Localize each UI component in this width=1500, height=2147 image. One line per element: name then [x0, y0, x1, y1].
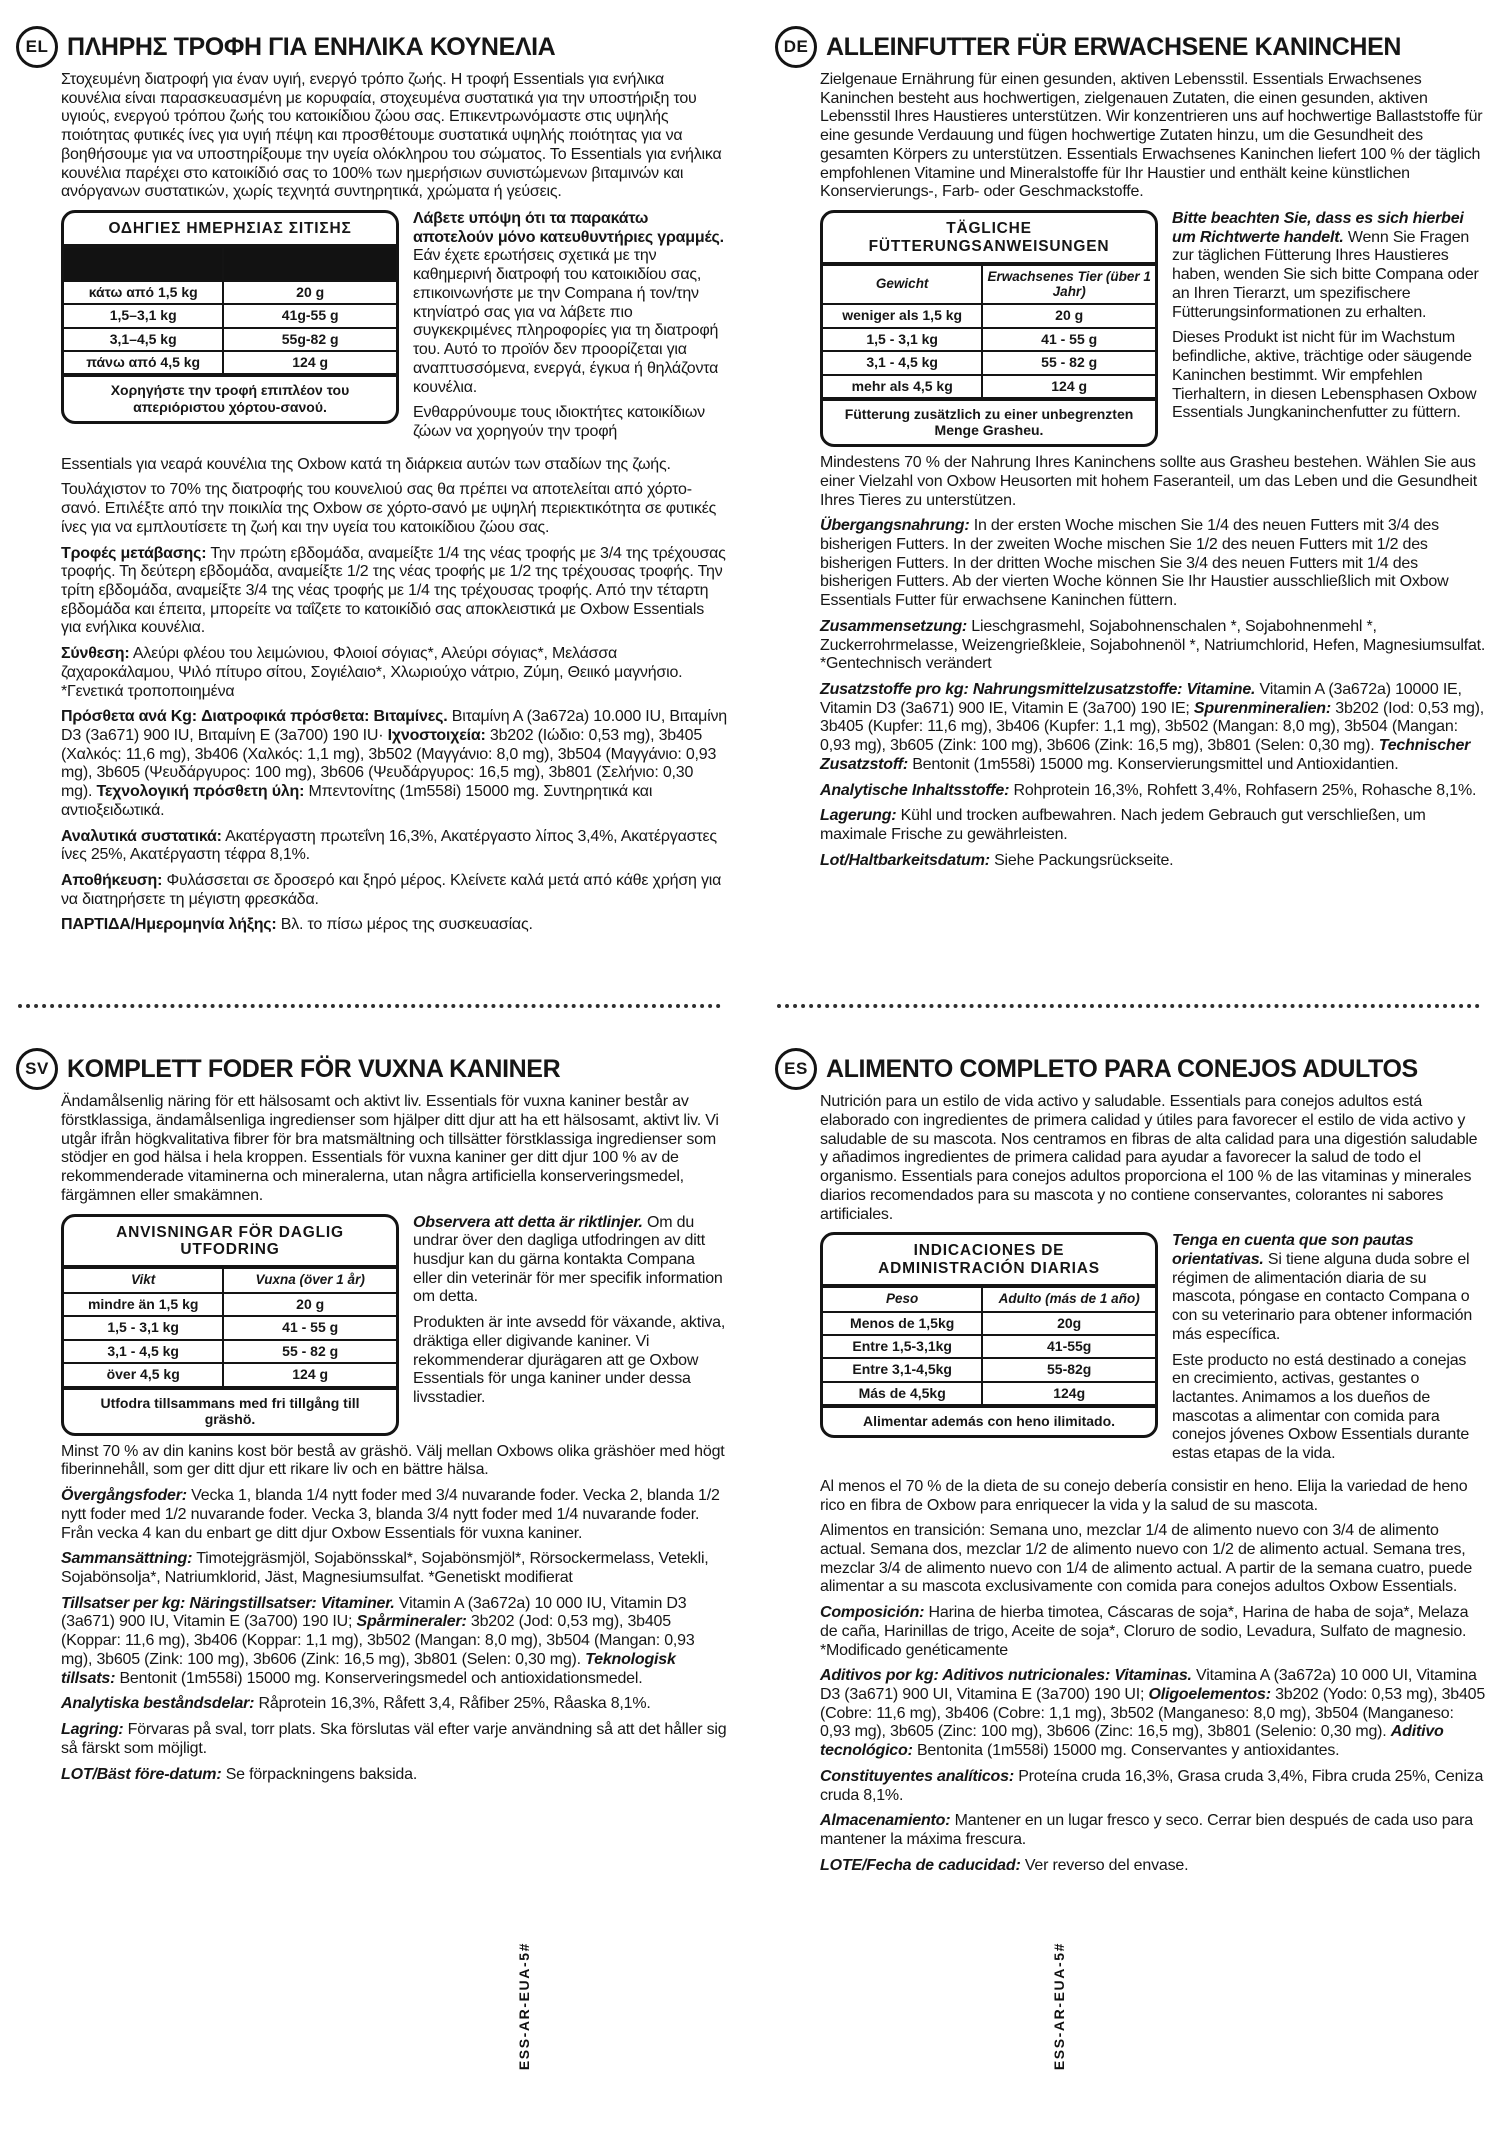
amount-cell: 55g-82 g [223, 328, 396, 351]
paragraph [61, 1487, 727, 1543]
feeding-row [823, 1358, 1155, 1381]
feeding-table-title: TÄGLICHE FÜTTERUNGSANWEISUNGEN [823, 213, 1155, 264]
feeding-row [64, 351, 396, 374]
text-run: Bentonit (1m558i) 15000 mg. Konserveringsmedel och antioxidationsmedel. [115, 1669, 643, 1687]
feeding-table-note: Fütterung zusätzlich zu einer unbegrenzten Menge Grasheu. [823, 399, 1155, 444]
text-run: Technischer Zusatzstoff: [820, 737, 1471, 773]
text-run: Vitamina A (3a672a) 10 000 UI, Vitamina D3 (3a671) 900 UI, Vitamina E (3a700) 190 UI; [820, 1667, 1477, 1704]
paragraph [61, 1695, 727, 1714]
side-code: ESS-AR-EUA-5# [1051, 1942, 1067, 2071]
feeding-table-header-row [823, 1287, 1155, 1312]
text-run: Teknologisk tillsats: [61, 1650, 676, 1687]
text-run: Πρόσθετα ανά Κg: Διατροφικά πρόσθετα: Βιταμίνες. [61, 708, 448, 726]
section-es [775, 1048, 1486, 1882]
paragraph [820, 1857, 1486, 1876]
text-run: In der ersten Woche mischen Sie 1/4 des neuen Futters mit 3/4 des bisherigen Futters. In der zweiten Woche mischen Sie 1/2 des neuen Futters mit 1/2 des bisherigen Futters. In der dritten Woche mischen Sie 3/4 des neuen Futters mit 1/4 des bisherigen Futters. Ab der vierten Woche können Sie Ihr Haustier ausschließlich mit Oxbow Essentials Futter für erwachsene Kaninchen füttern. [820, 517, 1449, 610]
paragraph [413, 210, 727, 397]
paragraph [820, 1604, 1486, 1660]
text-run: Τουλάχιστον το 70% της διατροφής του κουνελιού σας θα πρέπει να αποτελείται από χόρτο-σανό. Επιλέξτε από την ποικιλία της Oxbow σε χόρτο-σανό με υψηλή περιεκτικότητα σε φυτικές ίνες για να εμπλουτίσετε τη ζωή και την υγεία του κατοικίδιου ζώου σας. [61, 481, 717, 536]
amount-cell: 41 - 55 g [982, 328, 1155, 351]
paragraph [413, 404, 727, 441]
section-header [16, 26, 727, 68]
section-header [775, 26, 1486, 68]
text-run: Aditivos por kg: Aditivos nutricionales: Vitaminas. [820, 1667, 1192, 1685]
text-run: Ver reverso del envase. [1020, 1856, 1189, 1874]
weight-cell: Entre 1,5-3,1kg [823, 1335, 982, 1358]
feeding-table-grid [823, 264, 1155, 399]
paragraph [820, 681, 1486, 775]
section-body [820, 71, 1486, 870]
section-de [775, 26, 1486, 942]
amount-cell: 41-55g [982, 1335, 1155, 1358]
paragraph [820, 618, 1486, 674]
text-run: Constituyentes analíticos: [820, 1767, 1014, 1785]
feeding-row [823, 351, 1155, 374]
text-run: Analytiska beståndsdelar: [61, 1695, 255, 1713]
text-run: Spårmineraler: [356, 1613, 467, 1631]
feeding-row [64, 304, 396, 327]
table-and-guidance [820, 1232, 1486, 1471]
paragraph [61, 481, 727, 537]
feeding-row [823, 1382, 1155, 1405]
feeding-row [823, 1312, 1155, 1335]
feeding-row [64, 1293, 396, 1316]
text-run: Lieschgrasmehl, Sojabohnenschalen *, Sojabohnenmehl *, Zuckerrohrmelasse, Weizengrießkleie, Sojabohnenöl *, Natriumchlorid, Hefen, Magnesiumsulfat. *Gentechnisch verändert [820, 617, 1486, 673]
text-run: LOT/Bäst före-datum: [61, 1765, 222, 1783]
weight-cell: Más de 4,5kg [823, 1382, 982, 1405]
paragraph [61, 916, 727, 935]
weight-cell: 1,5 - 3,1 kg [64, 1316, 223, 1339]
table-and-guidance [820, 210, 1486, 447]
guidance-column [1172, 1232, 1486, 1471]
text-run: Essentials για νεαρά κουνέλια της Oxbow κατά τη διάρκεια αυτών των σταδίων της ζωής. [61, 455, 671, 473]
amount-cell: 124 g [223, 1363, 396, 1386]
guidance-column [1172, 210, 1486, 430]
text-run: Lot/Haltbarkeitsdatum: [820, 851, 990, 869]
feeding-row [64, 328, 396, 351]
text-run: Λάβετε υπόψη ότι τα παρακάτω αποτελούν μόνο κατευθυντήριες γραμμές. [413, 210, 724, 246]
weight-cell: mehr als 4,5 kg [823, 375, 982, 398]
text-run: Wenn Sie Fragen zur täglichen Fütterung Ihres Haustieres haben, wenden Sie sich bitte Compana oder an Ihren Tierarzt, um spezifischere Fütterungsinformationen zu erhalten. [1172, 228, 1479, 321]
feeding-table-header-row [64, 247, 396, 281]
weight-cell: 3,1–4,5 kg [64, 328, 223, 351]
feeding-table-note: Utfodra tillsammans med fri tillgång till gräshö. [64, 1388, 396, 1433]
paragraph [61, 1595, 727, 1689]
text-run: Την πρώτη εβδομάδα, αναμείξτε 1/4 της νέας τροφής με 3/4 της τρέχουσας τροφής. Τη δεύτερη εβδομάδα, αναμείξτε 1/2 της νέας τροφής με 1/2 της τρέχουσας τροφής. Την τρίτη εβδομάδα, αναμείξτε 3/4 της νέας τροφής με 1/4 της τρέχουσας τροφής. Από την τέταρτη εβδομάδα και έπειτα, μπορείτε να ταΐζετε το κατοικίδιό σας αποκλειστικά με Oxbow Essentials για ενήλικα κουνέλια. [61, 544, 726, 637]
text-run: Minst 70 % av din kanins kost bör bestå av gräshö. Välj mellan Oxbows olika gräshöer med högt fiberinnehåll, som ger ditt djur ett rikare liv och en bättre hälsa. [61, 1442, 725, 1479]
paragraph [820, 454, 1486, 510]
section-header [16, 1048, 727, 1090]
feeding-table-title: ANVISNINGAR FÖR DAGLIG UTFODRING [64, 1217, 396, 1268]
amount-cell: 124g [982, 1382, 1155, 1405]
section-title: ALIMENTO COMPLETO PARA CONEJOS ADULTOS [826, 1054, 1418, 1083]
text-run: Bitte beachten Sie, dass es sich hierbei um Richtwerte handelt. [1172, 210, 1464, 246]
text-run: ΠΑΡΤΙΔΑ/Ημερομηνία λήξης: [61, 916, 277, 934]
paragraph [1172, 1232, 1486, 1344]
paragraph [820, 807, 1486, 844]
weight-cell: Entre 3,1-4,5kg [823, 1358, 982, 1381]
text-run: Σύνθεση: [61, 645, 130, 663]
feeding-table-note: Χορηγήστε την τροφή επιπλέον του απεριόριστου χόρτου-σανού. [64, 375, 396, 420]
text-run: Dieses Produkt ist nicht für im Wachstum befindliche, aktive, trächtige oder säugende Kaninchen bestimmt. Wir empfehlen Tierhaltern, in diesen Lebensphasen Oxbow Essentials Jungkaninchenfutter zu füttern. [1172, 329, 1477, 422]
section-header [775, 1048, 1486, 1090]
feeding-table [820, 210, 1158, 447]
text-run: Εάν έχετε ερωτήσεις σχετικά με την καθημερινή διατροφή του κατοικιδίου σας, επικοινωνήστε με την Compana ή τον/την κτηνίατρό σας για να λάβετε πιο συγκεκριμένες πληροφορίες για τη διατροφή του. Αυτό το προϊόν δεν προορίζεται για αναπτυσσόμενα, ενεργά, έγκυα ή θηλάζοντα κουνέλια. [413, 247, 719, 396]
text-run: Ακατέργαστη πρωτεΐνη 16,3%, Ακατέργαστο λίπος 3,4%, Ακατέργαστες ίνες 25%, Ακατέργαστη τέφρα 8,1%. [61, 827, 717, 864]
text-run: Siehe Packungsrückseite. [989, 851, 1174, 869]
intro-paragraph: Ändamålsenlig näring för ett hälsosamt och aktivt liv. Essentials för vuxna kaniner består av förstklassiga, ändamålsenliga ingredienser som hjälper ditt djur att ha ett hälsosamt, aktivt liv. Vi utgår ifrån högkvalitativa fibrer för bra matsmältning och tillsätter förstklassiga ingredienser som stödjer en god hälsa i hela kroppen. Essentials för vuxna kaniner ger ditt djur 100 % av de rekommenderade vitaminerna och mineralerna, utan några artificiella konserveringsmedel, färgämnen eller smakämnen. [61, 1093, 719, 1204]
language-badge: SV [16, 1048, 58, 1090]
text-run: Tillsatser per kg: Näringstillsatser: Vitaminer. [61, 1594, 395, 1612]
weight-cell: 3,1 - 4,5 kg [64, 1340, 223, 1363]
guidance-column [413, 210, 727, 449]
amount-cell: 41 - 55 g [223, 1316, 396, 1339]
feeding-table [61, 210, 399, 424]
language-badge: ES [775, 1048, 817, 1090]
feeding-table [61, 1214, 399, 1436]
feeding-table-header-row [823, 265, 1155, 305]
paragraph [820, 517, 1486, 611]
amount-cell: 41g-55 g [223, 304, 396, 327]
language-badge: EL [16, 26, 58, 68]
paragraph [61, 1550, 727, 1587]
text-run: Βιταμίνη Α (3a672a) 10.000 IU, Βιταμίνη D3 (3a671) 900 IU, Βιταμίνη Ε (3a700) 190 IU· [61, 708, 728, 744]
text-run: Analytische Inhaltsstoffe: [820, 781, 1010, 799]
text-run: Este producto no está destinado a conejas en crecimiento, activas, gestantes o lactantes. Animamos a los dueños de mascotas a alimentar con comida para conejos jóvenes Oxbow Essentials durante estas etapas de la vida. [1172, 1351, 1470, 1463]
paragraph [413, 1214, 727, 1308]
text-run: Aditivo tecnológico: [820, 1723, 1444, 1760]
text-run: Lagerung: [820, 807, 897, 825]
amount-cell: 20 g [223, 1293, 396, 1316]
weight-column-header: Vikt [64, 1268, 223, 1293]
paragraphs-block [61, 456, 727, 936]
intro-paragraph: Στοχευμένη διατροφή για έναν υγιή, ενεργό τρόπο ζωής. Η τροφή Essentials για ενήλικα κουνέλια είναι παρασκευασμένη με κορυφαία, στοχευμένα συστατικά για την υποστήριξη του υγιούς, ενεργού τρόπου ζωής του κατοικίδιου ζώου σας. Επικεντρωνόμαστε στις υψηλής ποιότητας φυτικές ίνες για υγιή πέψη και προσθέτουμε συστατικά υψηλής ποιότητας για να βοηθήσουμε για να υποστηρίξουμε την υγεία ολόκληρου του σώματος. Το Essentials για ενήλικα κουνέλια παρέχει στο κατοικίδιό σας το 100% των ημερήσιων συνιστώμενων βιταμινών και ανόργανων συστατικών, χωρίς τεχνητά συντηρητικά, χρώματα ή γεύσεις. [61, 71, 722, 201]
paragraph [61, 1766, 727, 1785]
weight-cell: mindre än 1,5 kg [64, 1293, 223, 1316]
text-run: Mantener en un lugar fresco y seco. Cerrar bien después de cada uso para mantener la máxima frescura. [820, 1812, 1473, 1849]
text-run: Composición: [820, 1604, 925, 1622]
dotted-divider [18, 1004, 721, 1008]
text-run: Bentonit (1m558i) 15000 mg. Konservierungsmittel und Antioxidantien. [907, 755, 1399, 773]
intro-paragraph: Zielgenaue Ernährung für einen gesunden, aktiven Lebensstil. Essentials Erwachsenes Kaninchen besteht aus hochwertigen, zielgenauen Zutaten, die einen gesunden, aktiven Lebensstil Ihres Haustieres unterstützen. Wir konzentrieren uns auf hochwertige Ballaststoffe für eine gesunde Verdauung und fügen hochwertige Zutaten hinzu, um die Gesundheit des gesamten Körpers zu unterstützen. Essentials Erwachsenes Kaninchen liefert 100 % der täglich empfohlenen Vitamine und Mineralstoffe für Ihr Haustier und enthält keine künstlichen Konservierungs-, Farb- oder Geschmackstoffe. [820, 71, 1483, 201]
text-run: Bentonita (1m558i) 15000 mg. Conservantes y antioxidantes. [912, 1742, 1340, 1760]
paragraphs-block [820, 1478, 1486, 1876]
adult-column-header [223, 247, 396, 281]
text-run: 3b202 (Jod: 0,53 mg), 3b405 (Koppar: 11,6 mg), 3b406 (Koppar: 1,1 mg), 3b502 (Mangan: 8,0 mg), 3b504 (Mangan: 0,93 mg), 3b605 (Zink: 100 mg), 3b606 (Zink: 16,5 mg), 3b801 (Selen: 0,30 mg). [61, 1613, 695, 1668]
text-run: Sammansättning: [61, 1550, 193, 1568]
paragraph [61, 1721, 727, 1758]
paragraph [61, 645, 727, 701]
text-run: Almacenamiento: [820, 1812, 951, 1830]
text-run: Alimentos en transición: Semana uno, mezclar 1/4 de alimento nuevo con 3/4 de alimento actual. Semana dos, mezclar 1/2 de alimento nuevo con 1/2 de alimento actual. Semana tres, mezclar 3/4 de alimento nuevo con 1/4 de alimento actual. A partir de la semana cuatro, puede alimentar a su mascota exclusivamente con comida para conejos adultos Oxbow Essentials. [820, 1522, 1473, 1596]
text-run: Vitamin A (3a672a) 10 000 IU, Vitamin D3 (3a671) 900 IU, Vitamin E (3a700) 190 IU; [61, 1594, 687, 1631]
feeding-row [823, 1335, 1155, 1358]
text-run: Lagring: [61, 1721, 124, 1739]
paragraphs-block [61, 1443, 727, 1785]
text-run: 3b202 (Iod: 0,53 mg), 3b405 (Kupfer: 11,6 mg), 3b406 (Kupfer: 1,1 mg), 3b502 (Mangan: 8,0 mg), 3b504 (Mangan: 0,93 mg), 3b605 (Zink: 100 mg), 3b606 (Zink: 16,5 mg), 3b801 (Selen: 0,30 mg). [820, 699, 1485, 755]
weight-cell: 1,5 - 3,1 kg [823, 328, 982, 351]
text-run: Rohprotein 16,3%, Rohfett 3,4%, Rohfasern 25%, Rohasche 8,1%. [1009, 781, 1477, 799]
feeding-table-title: INDICACIONES DE ADMINISTRACIÓN DIARIAS [823, 1235, 1155, 1286]
text-run: Proteína cruda 16,3%, Grasa cruda 3,4%, Fibra cruda 25%, Ceniza cruda 8,1%. [820, 1767, 1484, 1804]
text-run: Övergångsfoder: [61, 1487, 187, 1505]
paragraph [1172, 210, 1486, 322]
feeding-table-header-row [64, 1268, 396, 1293]
text-run: Timotejgräsmjöl, Sojabönsskal*, Sojabönsmjöl*, Rörsockermelass, Vetekli, Sojabönsolja*, Natriumklorid, Jäst, Magnesiumsulfat. *Genetiskt modifierat [61, 1550, 709, 1587]
text-run: Übergangsnahrung: [820, 517, 970, 535]
text-run: Βλ. το πίσω μέρος της συσκευασίας. [276, 916, 533, 934]
feeding-table-grid [64, 1267, 396, 1387]
paragraph [820, 1768, 1486, 1805]
text-run: Αποθήκευση: [61, 872, 163, 890]
weight-cell: weniger als 1,5 kg [823, 304, 982, 327]
text-run: Se förpackningens baksida. [221, 1765, 418, 1783]
dotted-divider [777, 1004, 1480, 1008]
feeding-row [64, 1340, 396, 1363]
text-run: Kühl und trocken aufbewahren. Nach jedem Gebrauch gut verschließen, um maximale Frische zu gewährleisten. [820, 807, 1426, 844]
side-code: ESS-AR-EUA-5# [516, 1942, 532, 2071]
text-run: Vecka 1, blanda 1/4 nytt foder med 3/4 nuvarande foder. Vecka 2, blanda 1/2 nytt foder med 1/2 nuvarande foder. Vecka 3, blanda 3/4 nytt foder med 1/4 nuvarande foder. Från vecka 4 kan du enbart ge ditt djur Oxbow Essentials för vuxna kaniner. [61, 1487, 720, 1542]
amount-cell: 124 g [982, 375, 1155, 398]
intro-paragraph: Nutrición para un estilo de vida activo y saludable. Essentials para conejos adultos está elaborado con ingredientes de primera calidad y útiles para favorecer el estilo de vida activo y saludable de su mascota. Nos centramos en fibras de alta calidad para una digestión saludable y añadimos ingredientes de primera calidad para ayudar a favorecer la salud de todo el organismo. Essentials para conejos adultos proporciona el 100 % de las vitaminas y minerales diarios recomendados para su mascota y no contiene conservantes, colorantes ni sabores artificiales. [820, 1093, 1478, 1223]
text-run: Harina de hierba timotea, Cáscaras de soja*, Harina de haba de soja*, Melaza de caña, Harinillas de trigo, Aceite de soja*, Cloruro de sodio, Levadura, Sulfato de magnesio. *Modificado genéticamente [820, 1604, 1469, 1659]
section-body [820, 1093, 1486, 1875]
paragraph [1172, 329, 1486, 423]
adult-column-header: Adulto (más de 1 año) [982, 1287, 1155, 1312]
feeding-table-grid [64, 246, 396, 376]
text-run: Vitamin A (3a672a) 10000 IE, Vitamin D3 (3a671) 900 IE, Vitamin E (3a700) 190 IE; [820, 681, 1462, 717]
weight-cell: 1,5–3,1 kg [64, 304, 223, 327]
section-el [16, 26, 727, 942]
text-run: Spurenmineralien: [1193, 699, 1331, 717]
text-run: 3b202 (Ιώδιο: 0,53 mg), 3b405 (Χαλκός: 11,6 mg), 3b406 (Χαλκός: 1,1 mg), 3b502 (Μαγγάνιο: 8,0 mg), 3b504 (Μαγγάνιο: 0,93 mg), 3b605 (Ψευδάργυρος: 100 mg), 3b606 (Ψευδάργυρος: 16,5 mg), 3b801 (Σελήνιο: 0,30 mg). [61, 727, 717, 801]
feeding-table-grid [823, 1286, 1155, 1406]
section-body [61, 1093, 727, 1784]
amount-cell: 20g [982, 1312, 1155, 1335]
feeding-table-note: Alimentar además con heno ilimitado. [823, 1406, 1155, 1435]
text-run: Förvaras på sval, torr plats. Ska förslutas väl efter varje användning så att det håller sig så färskt som möjligt. [61, 1721, 727, 1757]
text-run: Τεχνολογική πρόσθετη ύλη: [96, 783, 305, 801]
paragraph [61, 456, 727, 475]
weight-column-header: Peso [823, 1287, 982, 1312]
paragraph [820, 852, 1486, 871]
section-title: ΠΛΗΡΗΣ ΤΡΟΦΗ ΓΙΑ ΕΝΗΛΙΚΑ ΚΟΥΝΕΛΙΑ [67, 32, 556, 61]
amount-cell: 55 - 82 g [223, 1340, 396, 1363]
section-title: ALLEINFUTTER FÜR ERWACHSENE KANINCHEN [826, 32, 1402, 61]
paragraph [1172, 1352, 1486, 1464]
weight-cell: över 4,5 kg [64, 1363, 223, 1386]
paragraph [61, 872, 727, 909]
table-and-guidance [61, 210, 727, 449]
text-run: Tenga en cuenta que son pautas orientativas. [1172, 1232, 1414, 1268]
text-run: Om du undrar över den dagliga utfodringen av ditt husdjur kan du gärna kontakta Compana eller din veterinär för mer specifik information om detta. [413, 1213, 723, 1306]
paragraph [61, 708, 727, 820]
paragraph [413, 1314, 727, 1408]
feeding-row [64, 1316, 396, 1339]
paragraphs-block [820, 454, 1486, 870]
feeding-row [823, 304, 1155, 327]
paragraph [820, 1667, 1486, 1761]
text-run: Produkten är inte avsedd för växande, aktiva, dräktiga eller digivande kaniner. Vi rekommenderar djurägaren att ge Oxbow Essentials för unga kaniner under dessa livsstadier. [413, 1314, 726, 1406]
paragraph [820, 1812, 1486, 1849]
adult-column-header: Erwachsenes Tier (über 1 Jahr) [982, 265, 1155, 305]
amount-cell: 20 g [982, 304, 1155, 327]
text-run: 3b202 (Yodo: 0,53 mg), 3b405 (Cobre: 11,6 mg), 3b406 (Cobre: 1,1 mg), 3b502 (Manganeso: 8,0 mg), 3b504 (Manganeso: 0,93 mg), 3b605 (Zinc: 100 mg), 3b606 (Zinc: 16,5 mg), 3b801 (Selenio: 0,30 mg). [820, 1686, 1486, 1741]
feeding-table [820, 1232, 1158, 1438]
text-run: Råprotein 16,3%, Råfett 3,4, Råfiber 25%, Råaska 8,1%. [254, 1695, 651, 1713]
paragraph [61, 1443, 727, 1480]
feeding-table-title: ΟΔΗΓΙΕΣ ΗΜΕΡΗΣΙΑΣ ΣΙΤΙΣΗΣ [64, 213, 396, 246]
feeding-row [823, 375, 1155, 398]
text-run: Zusatzstoffe pro kg: Nahrungsmittelzusatzstoffe: Vitamine. [820, 681, 1256, 698]
weight-cell: κάτω από 1,5 kg [64, 281, 223, 304]
amount-cell: 124 g [223, 351, 396, 374]
paragraph [61, 828, 727, 865]
language-badge: DE [775, 26, 817, 68]
adult-column-header: Vuxna (över 1 år) [223, 1268, 396, 1293]
paragraph [820, 782, 1486, 801]
amount-cell: 20 g [223, 281, 396, 304]
text-run: Mindestens 70 % der Nahrung Ihres Kaninchens sollte aus Grasheu bestehen. Wählen Sie aus einer Vielzahl von Oxbow Heusorten mit hohem Faseranteil, um das Leben und die Gesundheit Ihres Tieres zu unterstützen. [820, 454, 1477, 509]
text-run: Zusammensetzung: [820, 617, 968, 635]
amount-cell: 55 - 82 g [982, 351, 1155, 374]
text-run: Ιχνοστοιχεία: [387, 727, 486, 744]
text-run: Al menos el 70 % de la dieta de su conejo debería consistir en heno. Elija la variedad de heno rico en fibra de Oxbow para enriquecer la vida y la salud de su mascota. [820, 1477, 1468, 1514]
weight-cell: πάνω από 4,5 kg [64, 351, 223, 374]
section-body [61, 71, 727, 935]
paragraph [820, 1522, 1486, 1597]
weight-column-header: Gewicht [823, 265, 982, 305]
weight-column-header [64, 247, 223, 281]
text-run: Oligoelementos: [1148, 1686, 1271, 1704]
feeding-row [823, 328, 1155, 351]
text-run: Ενθαρρύνουμε τους ιδιοκτήτες κατοικίδιων ζώων να χορηγούν την τροφή [413, 404, 705, 440]
text-run: Αναλυτικά συστατικά: [61, 827, 222, 845]
weight-cell: 3,1 - 4,5 kg [823, 351, 982, 374]
guidance-column [413, 1214, 727, 1415]
text-run: Τροφές μετάβασης: [61, 544, 207, 562]
text-run: Si tiene alguna duda sobre el régimen de alimentación diaria de su mascota, póngase en contacto Compana o con su veterinario para obtener información más específica. [1172, 1250, 1473, 1343]
table-and-guidance [61, 1214, 727, 1436]
section-title: KOMPLETT FODER FÖR VUXNA KANINER [67, 1054, 561, 1083]
text-run: LOTE/Fecha de caducidad: [820, 1856, 1021, 1874]
feeding-row [64, 1363, 396, 1386]
weight-cell: Menos de 1,5kg [823, 1312, 982, 1335]
paragraph [61, 545, 727, 639]
text-run: Αλεύρι φλέου του λειμώνιου, Φλοιοί σόγιας*, Αλεύρι σόγιας*, Μελάσσα ζαχαροκάλαμου, Ψιλό πίτυρο σίτου, Σογιέλαιο*, Χλωριούχο νάτριο, Ζύμη, Θειικό μαγνήσιο. *Γενετικά τροποποιημένα [61, 645, 683, 700]
text-run: Φυλάσσεται σε δροσερό και ξηρό μέρος. Κλείνετε καλά μετά από κάθε χρήση για να διατηρήσετε τη μέγιστη φρεσκάδα. [61, 872, 722, 908]
feeding-row [64, 281, 396, 304]
text-run: Observera att detta är riktlinjer. [413, 1213, 643, 1231]
amount-cell: 55-82g [982, 1358, 1155, 1381]
section-sv [16, 1048, 727, 1882]
paragraph [820, 1478, 1486, 1515]
text-run: Μπεντονίτης (1m558i) 15000 mg. Συντηρητικά και αντιοξειδωτικά. [61, 783, 653, 819]
